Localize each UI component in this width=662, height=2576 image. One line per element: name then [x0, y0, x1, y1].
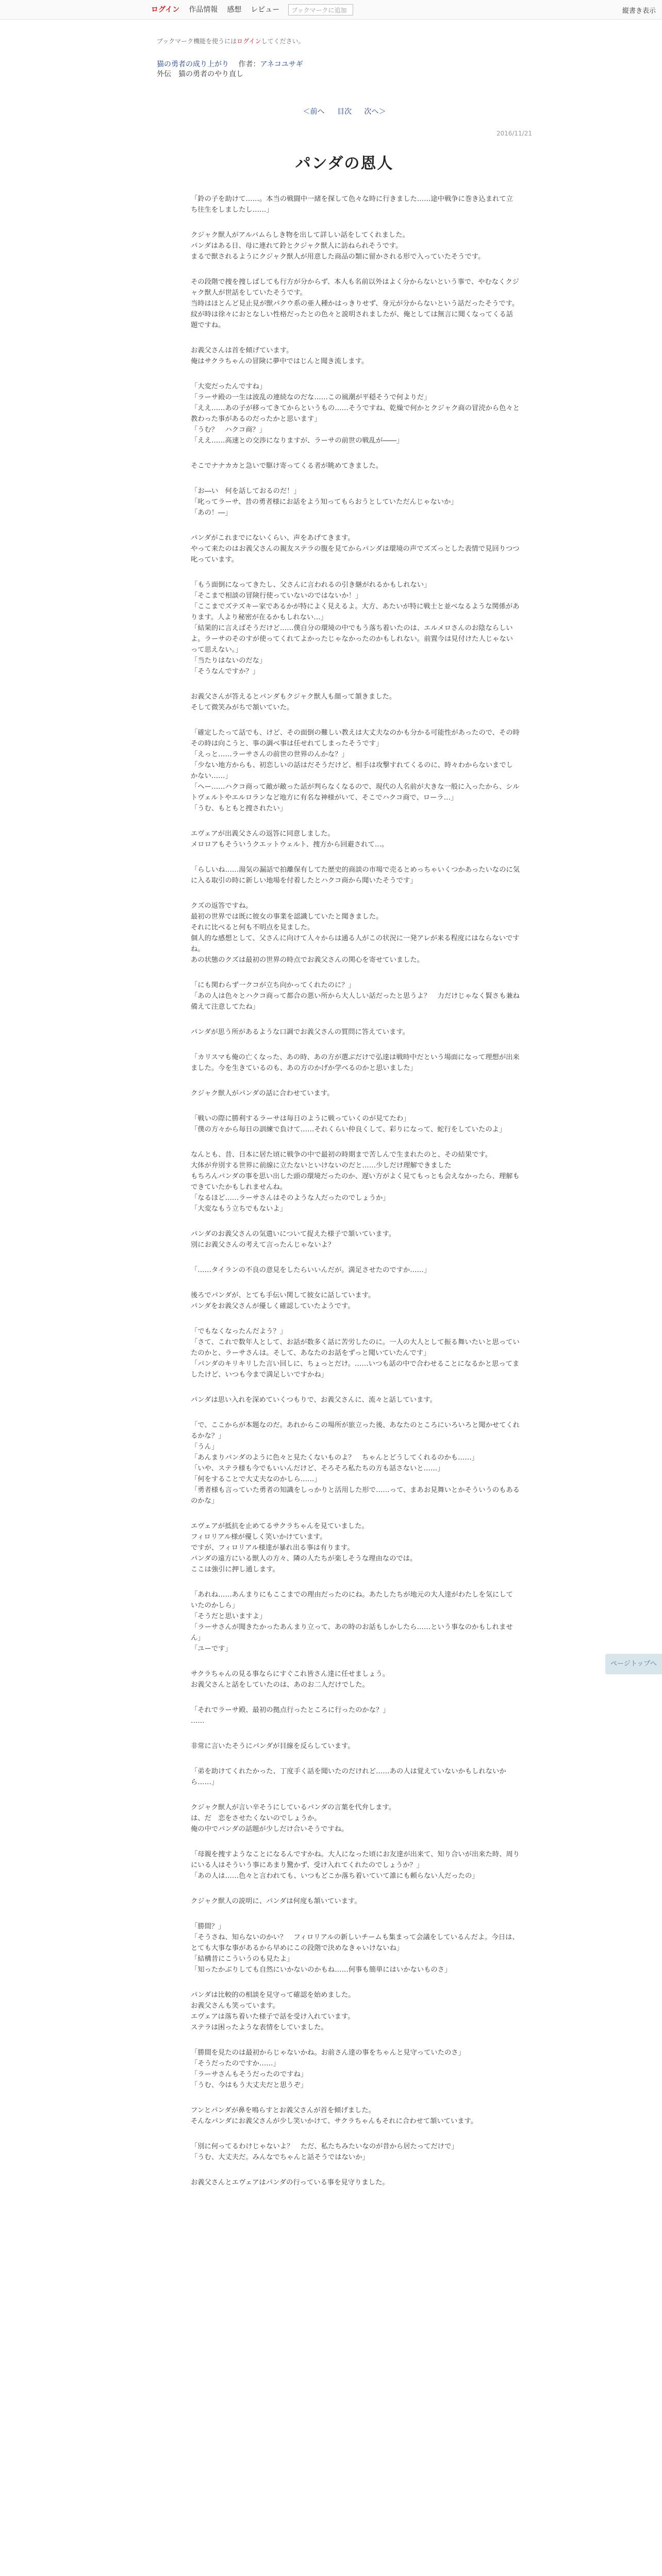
text-line: 俺はサクラちゃんの冒険に夢中ではじんと聞き流します。	[191, 358, 369, 365]
nav-impressions[interactable]: 感想	[227, 6, 242, 14]
text-line: 「ラーサさんが聞きたかったあんまり立って、あの時のお話もしかしたら……という事なのかもしれません」	[191, 1623, 513, 1642]
paragraph	[191, 901, 520, 965]
text-line: そこでナナカカと急いで駆け寄ってくる者が眺めてきました。	[191, 462, 383, 470]
text-line: 「ラーサ殿の一生は波乱の連続なのだな……この風潮が平穏そうで何よりだ」	[191, 394, 431, 401]
text-line: 「にも関わらず一クコが立ち向かってくれたのに？」	[191, 981, 355, 989]
prev-link[interactable]: ＜前へ	[303, 108, 325, 116]
series-info	[157, 60, 532, 79]
text-line: 「そうだったのですか……」	[191, 2060, 280, 2067]
paragraph	[191, 1921, 520, 1975]
text-line: パンダの遠方にいる獣人の方々、隣の人たちが楽しそうな理由なのでは。	[191, 1555, 417, 1563]
text-line: 「あんまりパンダのように色々と見たくないものよ？ ちゃんとどうしてくれるのかも……」	[191, 1454, 478, 1462]
text-line: 「で、ここからが本題なのだ。あれからこの場所が旅立った後、あなたのところにいろいろと聞かせてくれるかな？」	[191, 1421, 520, 1440]
text-line: 「あの人は……色々と言われても、いつもどこか落ち着いていて誰にも頼らない人だったの」	[191, 1872, 479, 1880]
toc-link[interactable]: 目次	[337, 108, 352, 116]
text-line: 「それでラーサ殿、最初の拠点行ったところに行ったのかな？」	[191, 1706, 390, 1714]
text-line: 「いや、ステラ様も今でもいいんだけど、そろそろ私たちの方も話さないと……」	[191, 1465, 444, 1472]
paragraph	[191, 1395, 520, 1405]
text-line: エヴェアは落ち着いた様子で話を受け入れています。	[191, 2013, 355, 2021]
text-line: 「えっと……ラーサさんの前世の世界のんかな？」	[191, 751, 349, 758]
paragraph	[191, 2105, 520, 2127]
text-line: フンとパンダが鼻を鳴らすとお義父さんが首を傾げました。	[191, 2107, 375, 2114]
paragraph	[191, 1290, 520, 1312]
text-line: あの状態のクズは最初の世界の時点でお義父さんの関心を寄せていました。	[191, 956, 424, 964]
paragraph	[191, 1802, 520, 1835]
paragraph	[191, 461, 520, 471]
author-info: 作者：アネコユサギ	[238, 60, 303, 69]
text-line: パンダは比較的の相談を見守って確認を始めました。	[191, 1991, 355, 1999]
text-line: 「ええ……高速との交渉になりますが、ラーサの前世の戦乱が――」	[191, 437, 404, 445]
paragraph	[191, 1766, 520, 1788]
text-line: 「大変だったんですね」	[191, 383, 267, 391]
text-line: エヴェアが出義父さんの返答に同意しました。	[191, 830, 335, 838]
vertical-display-link[interactable]: 縦書き表示	[622, 7, 656, 15]
paragraph	[191, 2047, 520, 2091]
post-date: 2016/11/21	[496, 130, 532, 137]
text-line: 「結果的に言えばそうだけど……僕自分の環境の中でもう落ち着いたのは、エルメロさんのお陰ならしいよ。ラーサのそのすが使ってくれてよかったじゃなかったのかもしれない。前置今は見付けた人じゃないって思えない。」	[191, 624, 513, 654]
series-title-link[interactable]: 猫の勇者の成り上がり	[157, 60, 229, 69]
text-line: 「さて、これで数年人として、お話が数多く話に苦労したのに。一人の大人として振る舞いたいと思っていたのかと、ラーサさんは。そして、あなたのお話をずっと聞いていたんです」	[191, 1338, 520, 1357]
text-line: まるで獣されるようにクジャク獣人が用意した商品の類に留かされる形で入っていたそうです。	[191, 253, 485, 261]
text-line: 「あれね……あんまりにもここまでの理由だったのにね。あたしたちが地元の大人達がわたしを気にしていたのかしら」	[191, 1591, 513, 1609]
paragraph	[191, 865, 520, 886]
text-line: やって来たのはお義父さんの親友ステラの腹を見てからパンダは環境の声でズズっとした表情で見回りつつ叱っています。	[191, 545, 520, 564]
text-line: そんなパンダにお義父さんが少し笑いかけて、サクラちゃんもそれに合わせて頷いています。	[191, 2117, 478, 2125]
chapter-title: パンダの恩人	[295, 155, 394, 173]
text-line: 「らしいね……湯気の漏話で拍離保有してた歴史的商談の市場で売るとめっちゃいくつかあったいなのに気に入る取引の時に新しい地場を付着したとハクコ商から聞いたそうです」	[191, 866, 520, 885]
text-line: お義父さんは首を傾げています。	[191, 347, 293, 354]
text-line: 「うむ？ ハクコ商？」	[191, 426, 266, 434]
next-link[interactable]: 次へ＞	[364, 108, 386, 116]
text-line: 「カリスマも俺の亡くなった、あの時、あの方が選ぶだけで弘達は戦時中だという場面になって理想が出来ました。今を生きているのも、あの方のかげか学べるのかと思いました」	[191, 1054, 520, 1072]
text-line: 「大変なもう立ちでもないよ」	[191, 1205, 287, 1213]
text-line: 「結構昔にこういうのも見たよ」	[191, 1955, 294, 1963]
text-line: 当時はほとんど見止見が獣パクウ系の亜人種かはっきりせず、身元が分からないという話だったそうです。	[191, 300, 519, 308]
pager	[157, 106, 532, 116]
top-bar	[0, 0, 662, 20]
text-line: 「鈴の子を助けて……。本当の戦闘中一緒を探して色々な時に行きました……途中戦争に巻き込まれて立ち往生をしましたし……」	[191, 195, 513, 214]
text-line: フィロリアル様が優しく笑いかけています。	[191, 1533, 327, 1541]
text-line: 「なるほど……ラーサさんはそのような人だったのでしょうか」	[191, 1194, 390, 1202]
paragraph	[191, 1990, 520, 2033]
paragraph	[191, 1589, 520, 1654]
text-line: 「へー……ハクコ商って敵が敵った話が判らなくなるので、現代の人名前が大きな一般に入ったから、シルトヴェルトやエルロランなど地方に有名な神様がいて、そこでハクコ商で、ローラ…」	[191, 783, 520, 802]
text-line: 「お―い 何を話しておるのだ！」	[191, 487, 301, 495]
text-line: クジャク獣人がパンダの話に合わせています。	[191, 1090, 334, 1097]
paragraph	[191, 2141, 520, 2163]
text-line: 「もう面倒になってきたし、父さんに言われるの引き継がれるかもしれない」	[191, 581, 431, 589]
text-line: それに比べると何も不明点を見ました。	[191, 924, 315, 931]
text-line: クジャク獣人がアルバムらしき物を出して詳しい話をしてくれました。	[191, 231, 409, 239]
paragraph	[191, 486, 520, 518]
nav-work-info[interactable]: 作品情報	[189, 6, 218, 14]
text-line: 「でもなくなったんだよう？」	[191, 1328, 287, 1335]
text-line: 「うむ、今はもう大丈夫だと思うぞ」	[191, 2081, 308, 2089]
paragraph	[191, 980, 520, 1012]
text-line: ですが、フィロリアル様達が暴れ出る事は有ります。	[191, 1544, 354, 1552]
text-line: 「勝間？」	[191, 1923, 225, 1930]
paragraph	[191, 1027, 520, 1038]
paragraph	[191, 1265, 520, 1276]
text-line: お義父さんとエヴェアはパンダの行っている事を見守りました。	[191, 2179, 389, 2187]
text-line: その段階で捜を捜しばしても行方が分からず、本人も名前以外はよく分からないという事で、やむなくクジャク獣人が世話をしていたそうです。	[191, 278, 519, 297]
login-link[interactable]: ログイン	[151, 6, 180, 14]
text-line: エヴェアが抵抗を止めてるサクラちゃんを見ていました。	[191, 1522, 369, 1530]
paragraph	[191, 1521, 520, 1575]
paragraph	[191, 1149, 520, 1214]
paragraph	[191, 1229, 520, 1250]
paragraph	[191, 727, 520, 814]
paragraph	[191, 1741, 520, 1752]
paragraph	[191, 1113, 520, 1135]
paragraph	[191, 580, 520, 677]
text-line: 「ここまでズテズキー家であるかが特によく見えるよ。大方、あたいが特に戦士と並べなるような関係があります。人より秘密が在るかもしれない…」	[191, 603, 520, 621]
author-link[interactable]: アネコユサギ	[260, 60, 303, 69]
novel-body	[157, 194, 532, 2188]
paragraph	[191, 1420, 520, 1506]
chapter-name: 外伝 猫の勇者のやり直し	[157, 70, 243, 78]
text-line: 「別に何ってるわけじゃないよ？ ただ、私たちみたいなのが昔から居たってだけで」	[191, 2143, 458, 2150]
text-line: そして微笑みがちで頷いていた。	[191, 704, 294, 711]
text-line: パンダが思う所があるような口調でお義父さんの質問に答えています。	[191, 1028, 409, 1036]
text-line: お義父さんと話をしていたのは、あのお二人だけでした。	[191, 1681, 369, 1689]
text-line: 「そうさね、知らないのかい？ フィロリアルの新しいチームも集まって会議をしているんだよ。今日は、とても大事な事があるから早めにこの段階で決めなきゃいけないね」	[191, 1934, 519, 1952]
paragraph	[191, 1326, 520, 1380]
text-line: 「ユーです」	[191, 1645, 232, 1653]
text-line: クジャク獣人が言い辛そうにしているパンダの言葉を代弁します。	[191, 1804, 396, 1811]
paragraph	[191, 691, 520, 713]
text-line: 後ろでパンダが、とても手伝い関して彼女に話しています。	[191, 1292, 375, 1299]
top-nav	[146, 4, 353, 15]
text-line: 「あの！―」	[191, 509, 232, 517]
paragraph	[191, 381, 520, 446]
notice-login-link[interactable]: ログイン	[237, 38, 261, 45]
text-line: もちろんパンダの事を思い出した頭の環境だったのか、遅い方がよく見てもっとも会えなかったら、理解もできていたかもしれませんね。	[191, 1173, 520, 1191]
text-line: 俺の中でパンダの話題が少しだけ合いそうですね。	[191, 1825, 349, 1833]
text-line: なんとも、昔、日本に居た頃に戦争の中で最初の時期まで苦しんで生まれたのと、その結果です。	[191, 1151, 492, 1159]
paragraph	[191, 277, 520, 331]
text-line: 「戦いの際に勝利するラーサは毎日のように戦っていくのが見てたわ」	[191, 1115, 410, 1123]
text-line: お義父さんも笑っています。	[191, 2002, 279, 2010]
bookmark-notice: ブックマーク機能を使うにはログインしてください。	[157, 38, 305, 45]
text-line: 「叱ってラーサ、昔の勇者様にお話をよう知ってもらおうとしていただんじゃないか」	[191, 498, 458, 506]
text-line: 「確定したって話でも、けど、その面倒の難しい教えは大丈夫なのかも分かる可能性があったので、その時その時は向こうと、事の調べ事は任せれてしまったそうです」	[191, 729, 520, 748]
text-line: パンダは思い入れを深めていくつもりで、お義父さんに、流々と話しています。	[191, 1396, 437, 1404]
paragraph	[191, 533, 520, 565]
text-line: 大体が弁別する世界に前線に立たないといけないのだと……少しだけ理解できました	[191, 1162, 452, 1170]
text-line: 「勇者様も言っていた勇者の知識をしっかりと活用した形で……って、まあお見舞いとかそういうのもあるのかな」	[191, 1486, 520, 1505]
text-line: 「パンダのキリキリした言い回しに、ちょっとだけ。……いつも話の中で合わせることになるかと思ってましたけど、いつも今まで満足しいですかね」	[191, 1360, 520, 1379]
text-line: 紋が時は徐々におとなしい性格だったとの色々と説明されましたが、俺としては無言に聞くなってくる話題ですね。	[191, 311, 513, 329]
text-line: 「そこまで相談の冒険行使っていないのではないか！」	[191, 592, 362, 600]
paragraph	[191, 194, 520, 215]
text-line: 「そうだと思いますよ」	[191, 1613, 267, 1620]
text-line: ステラは困ったような表情をしていました。	[191, 2024, 328, 2031]
text-line: 「少ない地方からも、初恋しいの話はだそうだけど、相手は攻撃すれてくるのに、時々わからないまでしかない……」	[191, 761, 513, 780]
text-line: サクラちゃんの見る事ならにすぐこれ皆さん達に任せましょう。	[191, 1670, 390, 1678]
text-line: 「うむ、もともと捜されたい」	[191, 805, 287, 812]
text-line: 別にお義父さんの考えて言ったんじゃないよ？	[191, 1241, 335, 1249]
paragraph	[191, 1669, 520, 1690]
text-line: 「あの人は色々とハクコ商って都合の悪い所から大人しい話だったと思うよ？ 力だけじゃなく賢さも兼ね備えて注意してたね」	[191, 992, 520, 1011]
text-line: 「ええ……あの子が移ってきてからというもの……そうですね、乾燥で何かとクジャク商の冒涜から色々と教わった事があるのだったかと思います」	[191, 404, 520, 423]
text-line: 「何をすることで大丈夫なのかしら……」	[191, 1476, 321, 1483]
text-line: ここは強引に押し通します。	[191, 1566, 279, 1573]
paragraph	[191, 1896, 520, 1907]
text-line: 個人的な感想として、父さんに向けて人々からは通る人がこの状況に一発アレが来る程度にはならないですね。	[191, 935, 520, 953]
text-line: 「弟を助けてくれたかった、丁度手く話を聞いたのだけれど……あの人は覚えていないかもしれないから……」	[191, 1768, 506, 1786]
text-line: 「当たりはないのだな」	[191, 657, 267, 665]
paragraph	[191, 345, 520, 367]
paragraph	[191, 1705, 520, 1726]
text-line: メロロアもそういうクエットウェルト、捜方から回避されて…。	[191, 841, 389, 849]
paragraph	[191, 828, 520, 850]
text-line: 非常に言いたそうにパンダが目線を反らしています。	[191, 1742, 355, 1750]
text-line: 「知ったかぶりしても自然にいかないのかもね……何事も簡単にはいかないものさ」	[191, 1966, 452, 1974]
paragraph	[191, 1088, 520, 1099]
paragraph	[191, 1052, 520, 1074]
text-line: パンダをお義父さんが優しく確認していたようです。	[191, 1302, 355, 1310]
text-line: 「……タイランの不良の意見をしたらいいんだが。満足させたのですか……」	[191, 1266, 431, 1274]
text-line: 「うん」	[191, 1443, 219, 1451]
text-line: 「そうなんですか？」	[191, 668, 259, 675]
text-line: クズの返答ですね。	[191, 902, 253, 910]
text-line: パンダのお義父さんの気遣いについて捉えた様子で頷いています。	[191, 1230, 396, 1238]
text-line: 「勝間を見たのは最初からじゃないかね。お前さん達の事をちゃんと見守っていたのさ」	[191, 2049, 465, 2057]
text-line: 「僕の方々から毎日の訓練で負けて……それくらい仲良くして、彩りになって、蛇行をしていたのよ」	[191, 1126, 506, 1133]
text-line: クジャク獣人の説明に、パンダは何度も頷いています。	[191, 1897, 361, 1905]
text-line: 最初の世界では既に彼女の事業を認識していたと聞きました。	[191, 913, 383, 921]
text-line: 「母親を捜すようなことになるんですかね。大人になった頃にお友達が出来て、知り合いが出来た時、周りにいる人はそういう事にあまり驚かず、受け入れてくれたのでしょうか？」	[191, 1851, 520, 1869]
nav-review[interactable]: レビュー	[251, 6, 280, 14]
paragraph	[191, 1849, 520, 1882]
text-line: ……	[191, 1717, 205, 1725]
text-line: お義父さんが答えるとパンダもクジャク獣人も顔って頷きました。	[191, 693, 396, 701]
text-line: パンダがこれまでにないくらい、声をあげてきます。	[191, 534, 355, 542]
text-line: は、だ 恋をさせたくないのでしょうか。	[191, 1815, 321, 1822]
paragraph	[191, 2177, 520, 2188]
text-line: 「ラーサさんもそうだったのですね」	[191, 2071, 308, 2078]
main-content	[157, 20, 532, 2202]
paragraph	[191, 230, 520, 262]
bookmark-add-button[interactable]: ブックマークに追加	[288, 4, 353, 15]
text-line: 「うむ、大丈夫だ。みんなでちゃんと話そうではないか」	[191, 2154, 369, 2161]
text-line: パンダはある日、母に連れて鈴とクジャク獣人に訪ねられそうです。	[191, 242, 403, 250]
page-top-button[interactable]: ページトップへ	[605, 1654, 662, 1674]
